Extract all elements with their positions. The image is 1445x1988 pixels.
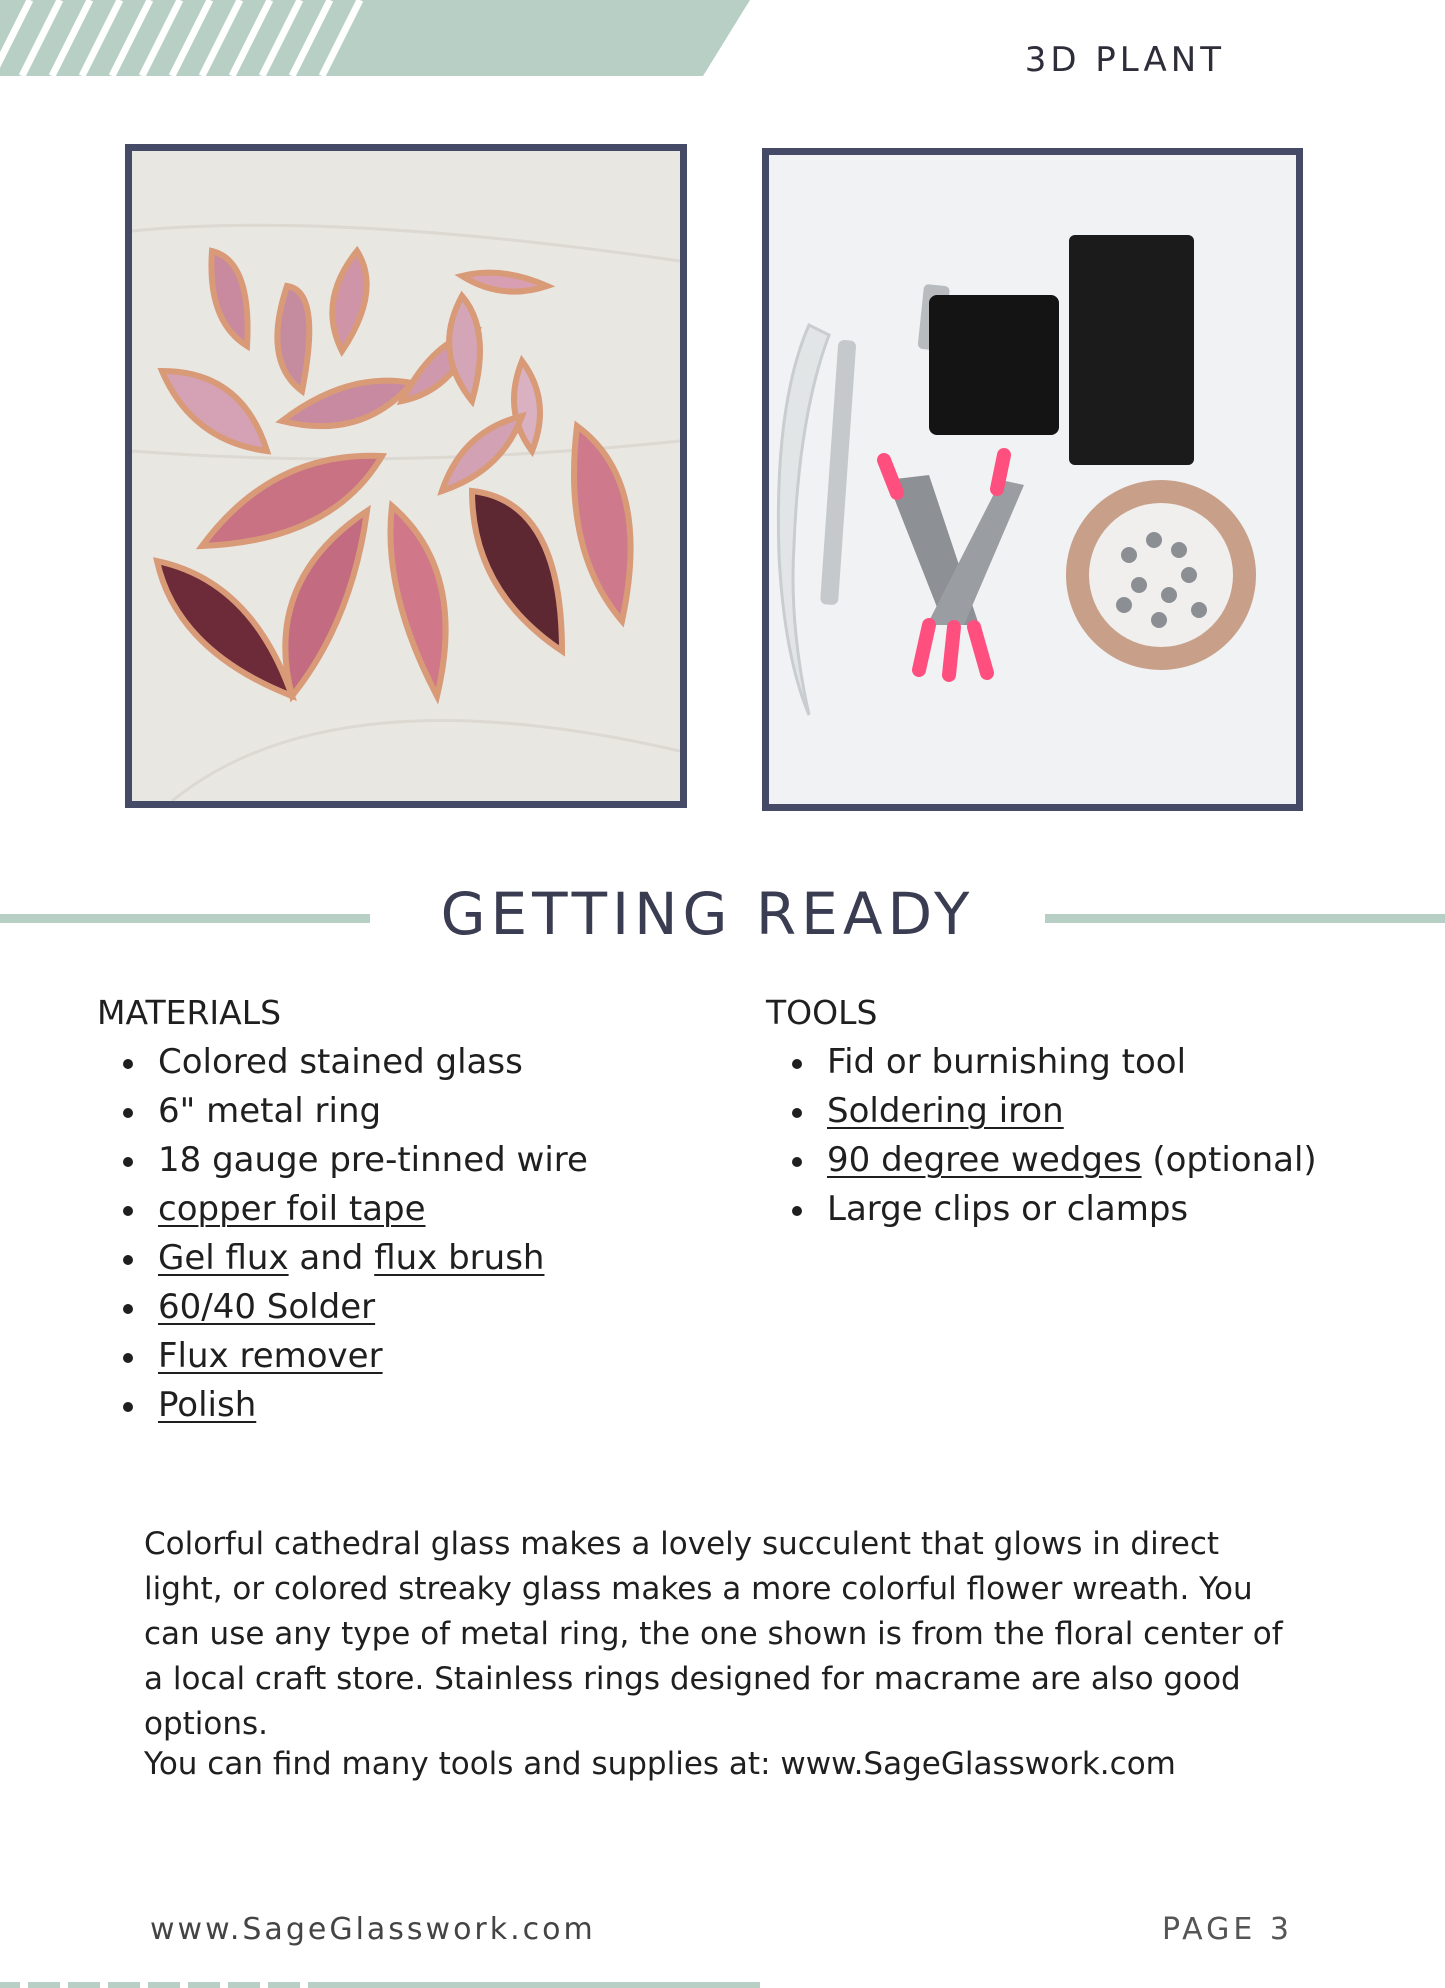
list-item <box>97 1185 717 1234</box>
list-item <box>766 1185 1406 1234</box>
list-item <box>766 1038 1406 1087</box>
item-text: 18 gauge pre-tinned wire <box>158 1140 588 1180</box>
flux-remover-link[interactable]: Flux remover <box>158 1336 383 1376</box>
list-item <box>97 1283 717 1332</box>
materials-title: MATERIALS <box>97 993 282 1032</box>
list-item <box>97 1038 717 1087</box>
list-item <box>97 1381 717 1430</box>
materials-column <box>97 993 717 1430</box>
list-item <box>97 1087 717 1136</box>
degree-wedges-link[interactable]: 90 degree wedges <box>827 1140 1142 1180</box>
item-text: 6" metal ring <box>158 1091 382 1131</box>
solder-link[interactable]: 60/40 Solder <box>158 1287 376 1327</box>
tools-title: TOOLS <box>766 993 878 1032</box>
tools-list <box>766 1038 1406 1234</box>
list-item <box>766 1087 1406 1136</box>
gel-flux-link[interactable]: Gel flux <box>158 1238 289 1278</box>
materials-list <box>97 1038 717 1430</box>
soldering-iron-link[interactable]: Soldering iron <box>827 1091 1064 1131</box>
supplies-line: You can find many tools and supplies at: www.SageGlasswork.com <box>144 1746 1176 1782</box>
section-heading-band <box>0 880 1445 960</box>
list-item <box>97 1332 717 1381</box>
tools-photo <box>762 148 1303 811</box>
footer-url: www.SageGlasswork.com <box>150 1912 596 1947</box>
flux-brush-link[interactable]: flux brush <box>374 1238 545 1278</box>
header-banner <box>0 0 750 76</box>
item-text: (optional) <box>1141 1140 1317 1180</box>
tools-column <box>766 993 1406 1234</box>
section-heading: GETTING READY <box>440 880 975 948</box>
item-text: Large clips or clamps <box>827 1189 1189 1229</box>
page-number: PAGE 3 <box>1162 1912 1293 1947</box>
copper-foil-tape-link[interactable]: copper foil tape <box>158 1189 426 1229</box>
item-text: Colored stained glass <box>158 1042 523 1082</box>
heading-rule-right <box>1045 914 1445 923</box>
list-item <box>97 1234 717 1283</box>
description-paragraph: Colorful cathedral glass makes a lovely succulent that glows in direct light, or colored streaky glass makes a more colorful flower wreath. You can use any type of metal ring, the one shown is from the floral center of a local craft store. Stainless rings designed for macrame are also good options. <box>144 1526 1283 1742</box>
list-item <box>766 1136 1406 1185</box>
footer-stripe <box>0 1982 760 1988</box>
document-title: 3D PLANT <box>1024 40 1225 80</box>
item-text: and <box>288 1238 375 1278</box>
polish-link[interactable]: Polish <box>158 1385 257 1425</box>
glass-leaves-photo <box>125 144 687 808</box>
item-text: Fid or burnishing tool <box>827 1042 1187 1082</box>
heading-rule-left <box>0 914 370 923</box>
list-item <box>97 1136 717 1185</box>
